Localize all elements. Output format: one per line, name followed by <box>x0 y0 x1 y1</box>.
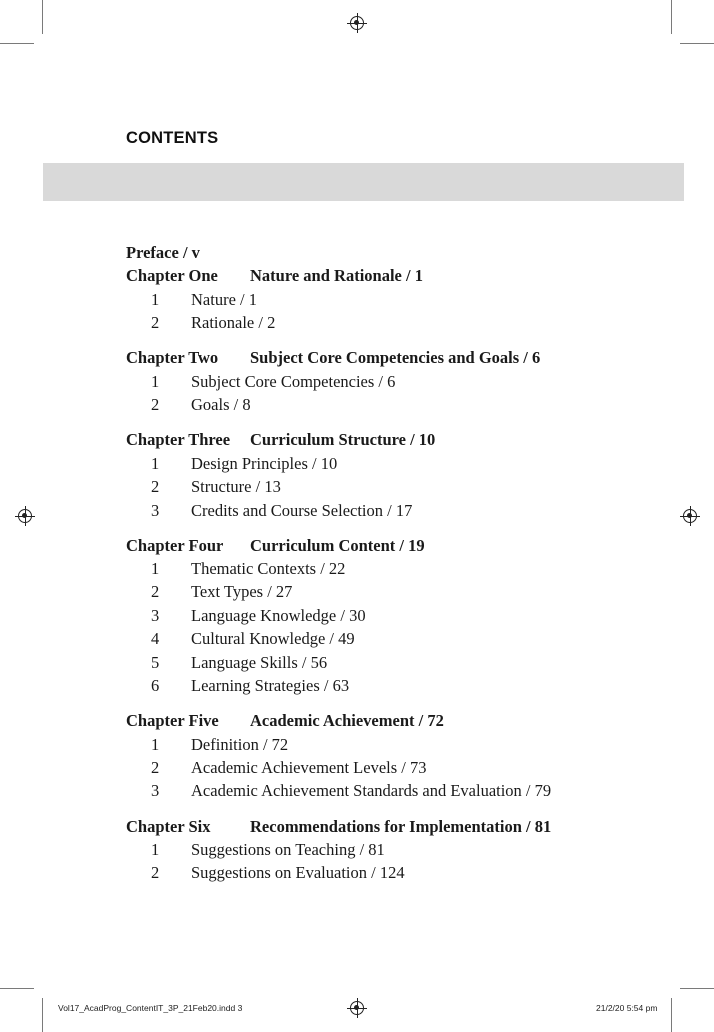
table-of-contents <box>126 241 686 885</box>
item-text: Language Knowledge / 30 <box>191 605 366 625</box>
item-number: 3 <box>151 781 160 801</box>
registration-mark-icon <box>18 509 32 523</box>
registration-mark-icon <box>350 1001 364 1015</box>
chapter-row[interactable] <box>126 264 686 287</box>
item-number: 1 <box>151 289 160 309</box>
item-text: Structure / 13 <box>191 477 281 497</box>
item-text: Academic Achievement Standards and Evaluation / 79 <box>191 781 552 801</box>
spacer <box>126 697 686 709</box>
toc-item[interactable] <box>126 580 686 603</box>
toc-item[interactable] <box>126 779 686 802</box>
item-number: 2 <box>151 758 160 777</box>
crop-mark <box>42 0 43 34</box>
toc-item[interactable] <box>126 499 686 522</box>
item-text: Goals / 8 <box>191 395 251 415</box>
item-number: 6 <box>151 676 160 696</box>
slug-file-name: Vol17_AcadProg_ContentIT_3P_21Feb20.indd 3 <box>58 1003 243 1013</box>
item-text: Subject Core Competencies / 6 <box>191 371 396 391</box>
chapter-title: Academic Achievement / 72 <box>250 711 444 731</box>
crop-mark <box>0 43 34 44</box>
toc-item[interactable] <box>126 393 686 416</box>
item-text: Academic Achievement Levels / 73 <box>191 758 427 777</box>
page-title: CONTENTS <box>126 129 219 147</box>
toc-item[interactable] <box>126 452 686 475</box>
chapter-label: Chapter Three <box>126 430 231 450</box>
item-number: 5 <box>151 652 160 672</box>
chapter-row[interactable] <box>126 709 686 732</box>
chapter-title: Subject Core Competencies and Goals / 6 <box>250 348 541 368</box>
toc-item[interactable] <box>126 674 686 697</box>
chapter-label: Chapter Six <box>126 816 211 836</box>
crop-mark <box>671 998 672 1032</box>
toc-item[interactable] <box>126 604 686 627</box>
spacer <box>126 522 686 534</box>
toc-item[interactable] <box>126 733 686 756</box>
item-number: 3 <box>151 500 160 520</box>
toc-item[interactable] <box>126 311 686 334</box>
chapter-label: Chapter Two <box>126 348 219 368</box>
registration-mark-icon <box>350 16 364 30</box>
crop-mark <box>0 988 34 989</box>
item-text: Rationale / 2 <box>191 313 276 333</box>
spacer <box>126 803 686 815</box>
item-text: Credits and Course Selection / 17 <box>191 500 413 520</box>
item-text: Suggestions on Evaluation / 124 <box>191 863 405 883</box>
item-number: 2 <box>151 863 160 883</box>
item-number: 4 <box>151 629 160 649</box>
crop-mark <box>671 0 672 34</box>
item-number: 2 <box>151 477 160 497</box>
item-text: Learning Strategies / 63 <box>191 676 350 696</box>
header-band <box>43 163 684 201</box>
chapter-title: Curriculum Content / 19 <box>250 535 425 555</box>
toc-item[interactable] <box>126 651 686 674</box>
item-text: Design Principles / 10 <box>191 453 338 473</box>
chapter-row[interactable] <box>126 428 686 451</box>
toc-item[interactable] <box>126 627 686 650</box>
chapter-row[interactable] <box>126 346 686 369</box>
chapter-row[interactable] <box>126 534 686 557</box>
item-number: 1 <box>151 453 160 473</box>
item-text: Definition / 72 <box>191 734 289 754</box>
toc-item[interactable] <box>126 475 686 498</box>
item-text: Language Skills / 56 <box>191 652 328 672</box>
chapter-title: Nature and Rationale / 1 <box>250 266 423 286</box>
toc-preface[interactable]: Preface / v <box>126 243 200 262</box>
item-text: Nature / 1 <box>191 289 257 309</box>
item-text: Thematic Contexts / 22 <box>191 559 346 579</box>
toc-item[interactable] <box>126 861 686 884</box>
spacer <box>126 417 686 429</box>
crop-mark <box>42 998 43 1032</box>
item-text: Cultural Knowledge / 49 <box>191 629 355 649</box>
chapter-label: Chapter Four <box>126 535 224 555</box>
chapter-title: Recommendations for Implementation / 81 <box>250 816 552 836</box>
toc-item[interactable] <box>126 756 686 779</box>
toc-item[interactable] <box>126 370 686 393</box>
crop-mark <box>680 43 714 44</box>
chapter-row[interactable] <box>126 815 686 838</box>
item-text: Text Types / 27 <box>191 582 293 602</box>
chapter-title: Curriculum Structure / 10 <box>250 430 436 450</box>
crop-mark <box>680 988 714 989</box>
toc-item[interactable] <box>126 557 686 580</box>
item-number: 1 <box>151 839 160 859</box>
toc-item[interactable] <box>126 838 686 861</box>
item-number: 2 <box>151 395 160 415</box>
item-number: 1 <box>151 734 160 754</box>
item-number: 2 <box>151 313 160 333</box>
item-number: 1 <box>151 559 160 579</box>
item-number: 1 <box>151 371 160 391</box>
item-text: Suggestions on Teaching / 81 <box>191 839 385 859</box>
toc-item[interactable] <box>126 288 686 311</box>
slug-timestamp: 21/2/20 5:54 pm <box>596 1003 658 1013</box>
chapter-label: Chapter Five <box>126 711 219 731</box>
spacer <box>126 335 686 347</box>
item-number: 2 <box>151 582 160 602</box>
item-number: 3 <box>151 605 160 625</box>
chapter-label: Chapter One <box>126 266 218 286</box>
